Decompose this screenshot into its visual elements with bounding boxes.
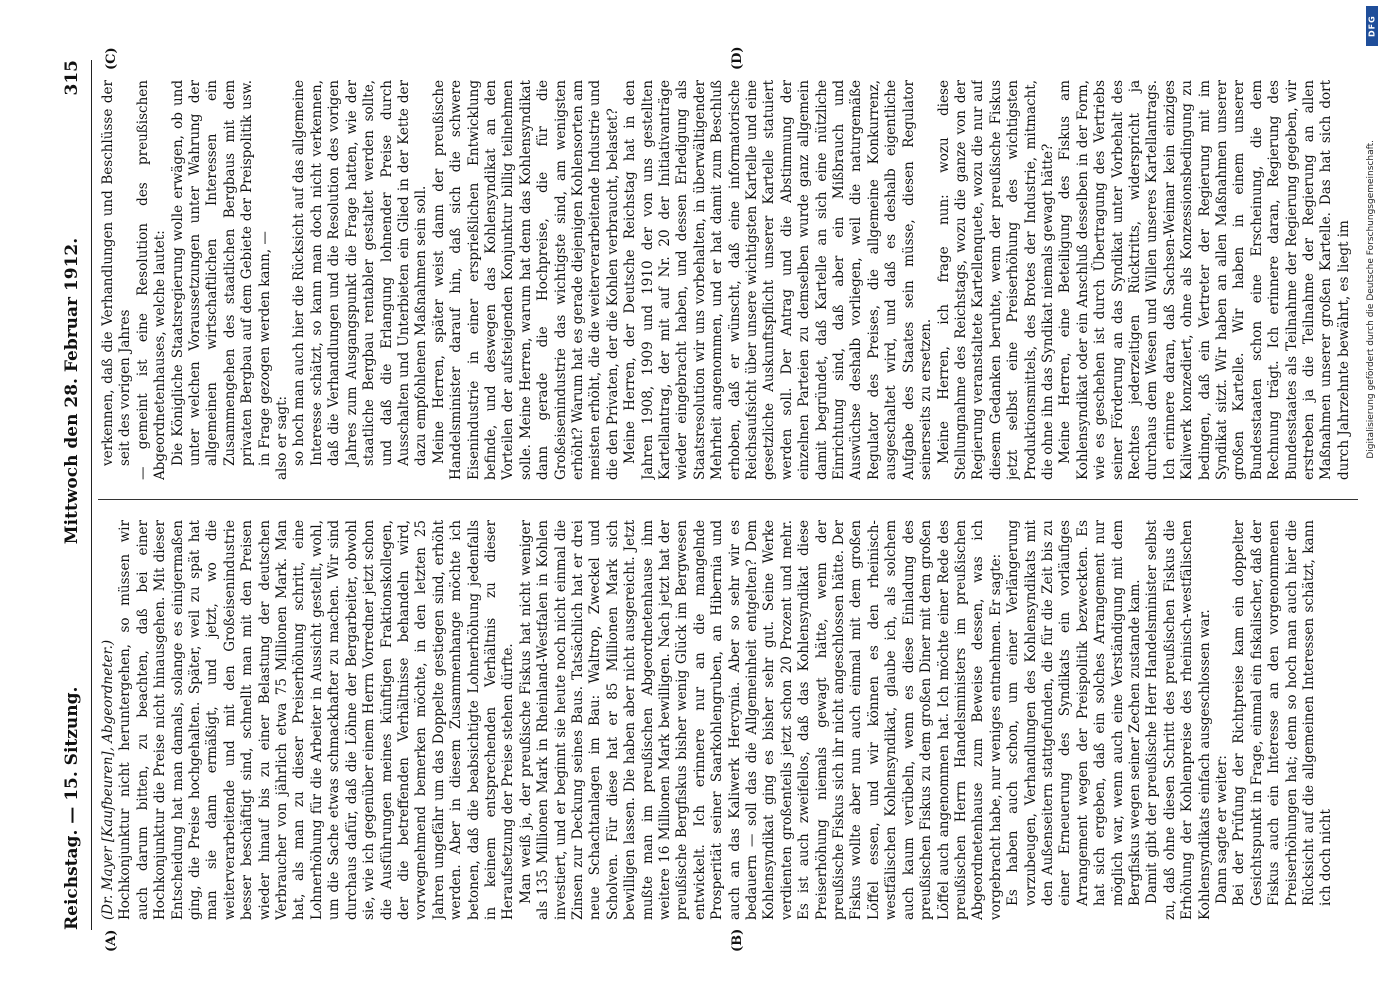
paragraph: Meine Herren, eine Beteiligung des Fiskus am Kohlensyndikat oder ein Anschluß desselben in der Form, wie es geschehen ist durch Übertragung des Vertriebs seiner Förderung an das Syndikat unter Vorbehalt des Rechtes jederzeitigen Rücktritts, widerspricht ja durchaus dem Wesen und Willen unseres Kartellantrags. Ich erinnere daran, daß Sachsen-Weimar kein einziges Kaliwerk konzediert, ohne als Konzessionsbedingung zu bedingen, daß ein Vertreter der Regierung mit im Syndikat sitzt. Wir haben an allen Maßnahmen unserer großen Kartelle. Wir haben in einem unserer Bundesstaaten schon eine Erscheinung, die dem Rechnung trägt. Ich erinnere daran, Regierung des Bundesstaates als Teilnahme der Regierung gegeben, wir erstreben ja die Teilnahme der Regierung an allen Maßnahmen unserer großen Kartelle. Das hat sich dort durch Jahrzehnte bewährt, es liegt im <box>1057 80 1352 480</box>
margin-mark-d: (D) <box>730 46 745 70</box>
margin-mark-a: (A) <box>104 929 119 952</box>
page-number: 315 <box>62 60 82 96</box>
document-page <box>40 40 1370 960</box>
paragraph: Meine Herren, der Deutsche Reichstag hat in den Jahren 1908, 1909 und 1910 der von uns gestellten Kartellantrag, der mit auf Nr. 20 der Initiativanträge wieder eingebracht haben, und dessen Erledigung als Staatsresolution wir uns vorbehalten, in überwältigender Mehrheit angenommen, und er hat damit zum Beschluß erhoben, daß er wünscht, daß eine informatorische Reichsaufsicht über unsere wichtigsten Kartelle und eine gesetzliche Auskunftspflicht unserer Kartelle statuiert werden soll. Der Antrag und die Abstimmung der einzelnen Parteien zu demselben wurde ganz allgemein damit begründet, daß Kartelle an sich eine nützliche Einrichtung sind, daß aber ein Mißbrauch und Auswüchse deshalb vorliegen, weil die naturgemäße Regulator des Preises, die allgemeine Konkurrenz, ausgeschaltet wird, und daß es deshalb eigentliche Aufgabe des Staates sein müsse, diesen Regulator seinerseits zu ersetzen. <box>622 80 935 480</box>
quoted-paragraph: so hoch man auch hier die Rücksicht auf das allgemeine Interesse schätzt, so kann man doch nicht verkennen, daß die Verhandlungen und die Resolution des vorigen Jahres zum Ausgangspunkt die Frage hatten, wie der staatliche Bergbau rentabler gestaltet werden sollte, und daß die Erlangung lohnender Preise durch Ausschalten und Unterbieten ein Glied in der Kette der dazu empfohlenen Maßnahmen sein soll. <box>291 80 430 466</box>
dfg-logo: DFG <box>1366 6 1378 46</box>
quoted-paragraph: verkennen, daß die Verhandlungen und Beschlüsse der seit des vorigen Jahres <box>100 80 134 466</box>
quoted-paragraph: Es haben auch schon, um einer Verlängerung vorzubeugen, Verhandlungen des Kohlensyndikats mit den Außenseitern stattgefunden, die für die Zeit bis zu einer Erneuerung des Syndikats ein vorläufiges Arrangement wegen der Preispolitik bezweckten. Es hat sich ergeben, daß ein solches Arrangement nur möglich war, wenn auch eine Verständigung mit dem Bergfiskus wegen seiner Zechen zustande kam. <box>1005 520 1143 906</box>
paragraph: Hochkonjunktur nicht heruntergehen, so müssen wir auch darum bitten, zu beachten, daß bei einer Hochkonjunktur die Preise nicht hinausgehen. Mit dieser Entscheidung hat man damals, solange es einigermaßen ging, die Preise hochgehalten. Später, weil zu spät hat man sie dann ermäßigt, und jetzt, wo die weiterverarbeitende und mit den Großeisenindustrie besser beschäftigt sind, schnellt man mit den Preisen wieder hinauf bis zu einer Belastung der deutschen Verbraucher von jährlich etwa 75 Millionen Mark. Man hat, als man zu dieser Preiserhöhung schritt, eine Lohnerhöhung für die Arbeiter in Aussicht gestellt, wohl, um die Sache etwas schmackhafter zu machen. Wir sind durchaus dafür, daß die Löhne der Bergarbeiter, obwohl sie, wie ich gegenüber einem Herrn Vorredner jetzt schon die Ausführungen meines künftigen Fraktionskollegen, der die betreffenden Verhältnisse behandeln wird, vorwegnehmend bemerken möchte, in den letzten 25 Jahren ungefähr um das Doppelte gestiegen sind, erhöht werden. Aber in diesem Zusammenhange möchte ich betonen, daß die beabsichtigte Lohnerhöhung jedenfalls in keinem entsprechenden Verhältnis zu dieser Heraufsetzung der Preise stehen dürfte. <box>117 520 517 920</box>
running-header <box>62 60 92 930</box>
quoted-paragraph: Bei der Prüfung der Richtpreise kam ein doppelter Gesichtspunkt in Frage, einmal ein fiskalischer, daß der Fiskus auch ein Interesse an den vorgenommenen Preiserhöhungen hat; denn so hoch man auch hier die Rücksicht auf die allgemeinen Interessen schätzt, kann ich doch nicht <box>1231 520 1335 906</box>
column-divider <box>98 499 1358 500</box>
speaker-line: (Dr. Mayer [Kaufbeuren], Abgeordneter.) <box>100 639 116 920</box>
paragraph: — gemeint ist eine Resolution des preußischen Abgeordnetenhauses, welche lautet: <box>134 80 169 480</box>
quoted-paragraph: Die Königliche Staatsregierung wolle erwägen, ob und unter welchen Voraussetzungen unter Wahrung der allgemeinen wirtschaftlichen Interessen ein Zusammengehen des staatlichen Bergbaus mit dem privaten Bergbau auf dem Gebiete der Preispolitik usw. in Frage gezogen werden kann, — <box>169 80 273 466</box>
digitization-credit: Digitalisierung gefördert durch die Deutsche Forschungsgemeinschaft. <box>1366 140 1376 459</box>
paragraph: also er sagt: <box>274 395 291 480</box>
header-left: Reichstag. — 15. Sitzung. <box>62 686 82 930</box>
paragraph: Damit gibt der preußische Herr Handelsminister selbst zu, daß ohne diesen Schritt des preußischen Fiskus die Erhöhung der Kohlenpreise des rheinisch-westfälischen Kohlensyndikats einfach ausgeschlossen war. <box>1144 520 1213 920</box>
paragraph: Dann sagte er weiter: <box>1214 755 1230 904</box>
margin-mark-c: (C) <box>104 47 119 70</box>
header-date: Mittwoch den 28. Februar 1912. <box>62 237 82 545</box>
paragraph: Man weiß ja, der preußische Fiskus hat nicht weniger als 135 Millionen Mark in Rheinland-Westfalen in Kohlen investiert, und er beginnt sie heute noch nicht einmal die Zinsen zur Deckung seines Baus. Tatsächlich hat er drei neue Schachtanlagen im Bau: Waltrop, Zweckel und Scholven. Für diese hat er 85 Millionen Mark sich bewilligen lassen. Die haben aber nicht ausgereicht. Jetzt mußte man im preußischen Abgeordnetenhause ihm weitere 16 Millionen Mark bewilligen. Nach jetzt hat der preußische Bergfiskus bisher wenig Glück im Bergwesen entwickelt. Ich erinnere nur an die mangelnde Prosperität seiner Saarkohlengruben, an Hibernia und auch an das Kaliwerk Hercynia. Aber so sehr wir es bedauern — soll das die Allgemeinheit entgelten? Dem Kohlensyndikat ging es bisher sehr gut. Seine Werke verdienten großenteils jetzt schon 20 Prozent und mehr. Es ist auch zweifellos, daß das Kohlensyndikat diese Preiserhöhung niemals gewagt hätte, wenn der preußische Fiskus sich ihr nicht angeschlossen hätte. Der Fiskus wollte aber nun auch einmal mit dem großen Löffel essen, und wir können es den rheinisch-westfälischen Kohlensyndikat, glaube ich, als solchem auch kaum verübeln, wenn es diese Einladung des preußischen Fiskus zu dem großen Diner mit dem großen Löffel auch angenommen hat. Ich möchte einer Rede des preußischen Herrn Handelsministers im preußischen Abgeordnetenhause zum Beweise dessen, was ich vorgebracht habe, nur weniges entnehmen. Er sagte: <box>517 520 1004 920</box>
left-column <box>100 520 1360 920</box>
right-column <box>100 80 1360 480</box>
margin-mark-b: (B) <box>730 928 745 952</box>
paragraph: Meine Herren, ich frage nun: wozu diese Stellungnahme des Reichstags, wozu die ganze von der Regierung veranstaltete Kartellenquete, wozu die nur auf diesem Gedanken beruhte, wenn der preußische Fiskus jetzt selbst eine Preiserhöhung des wichtigsten Produktionsmittels, des Brotes der Industrie, mitmacht, die ohne ihn das Syndikat niemals gewagt hätte? <box>935 80 1056 480</box>
paragraph: Meine Herren, später weist dann der preußische Handelsminister darauf hin, daß sich die schwere Eisenindustrie in einer ersprießlichen Entwicklung befinde, und deswegen das Kohlensyndikat an den Vorteilen der aufsteigenden Konjunktur billig teilnehmen solle. Meine Herren, warum hat denn das Kohlensyndikat dann gerade die Hochpreise, die für die Großeisenindustrie das wichtigste sind, am wenigsten erhöht? Warum hat es gerade diejenigen Kohlensorten am meisten erhöht, die die weiterverarbeitende Industrie und die den Privaten, der die Kohlen verbraucht, belastet? <box>430 80 621 480</box>
